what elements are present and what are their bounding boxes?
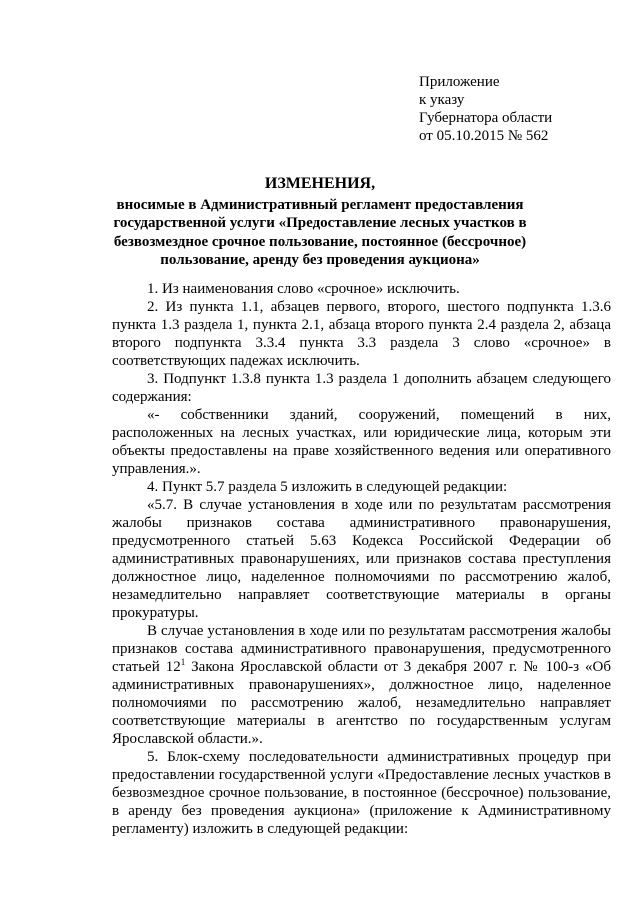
title-line: пользование, аренду без проведения аукциона»	[160, 252, 480, 268]
title-heading: ИЗМЕНЕНИЯ,	[264, 175, 376, 192]
paragraph-quote-owners: «- собственники зданий, сооружений, помещений в них, расположенных на лесных участках, или юридические лица, которым эти объекты предоставлены на праве хозяйственного ведения или оперативного управления.».	[112, 407, 611, 477]
paragraph-quote-5-7: «5.7. В случае установления в ходе или по результатам рассмотрения жалобы признаков состава административного правонарушения, предусмотренного статьей 5.63 Кодекса Российской Федерации об административных правонарушениях, или признаков состава преступления должностное лицо, наделенное полномочиями по рассмотрению жалоб, незамедлительно направляет соответствующие материалы в органы прокуратуры.	[112, 497, 611, 621]
title-line: безвозмездное срочное пользование, постоянное (бессрочное)	[113, 233, 527, 250]
paragraph-item-5: 5. Блок-схему последовательности административных процедур при предоставлении государственной услуги «Предоставление лесных участков в безвозмездное срочное пользование, в постоянное (бессрочное) пользование, в аренду без проведения аукциона» (приложение к Административному регламенту) изложить в следующей редакции:	[112, 749, 611, 837]
paragraph-item-1: 1. Из наименования слово «срочное» исключить.	[147, 281, 460, 297]
title-line: вносимые в Административный регламент предоставления	[116, 196, 524, 213]
paragraph-quote-regional-law	[112, 622, 611, 748]
appendix-line: к указу	[419, 92, 465, 108]
appendix-date-number: от 05.10.2015 № 562	[419, 128, 549, 144]
appendix-line: Приложение	[419, 74, 500, 90]
document-title	[100, 175, 540, 270]
paragraph-item-2: 2. Из пункта 1.1, абзацев первого, второго, шестого подпункта 1.3.6 пункта 1.3 раздела 1, пункта 2.1, абзаца второго пункта 2.4 раздела 2, абзаца второго подпункта 3.3.4 пункта 3.3 раздела 3 слово «срочное» в соответствующих падежах исключить.	[112, 299, 611, 369]
title-line: государственной услуги «Предоставление лесных участков в	[113, 215, 527, 231]
paragraph-item-4: 4. Пункт 5.7 раздела 5 изложить в следующей редакции:	[147, 479, 508, 495]
paragraph-text: Закона Ярославской области от 3 декабря 2007 г. № 100-з «Об административных правонарушениях», должностное лицо, наделенное полномочиями по рассмотрению жалоб, незамедлительно направляет соответствующие материалы в агентство по государственным услугам Ярославской области.».	[112, 659, 612, 747]
appendix-line: Губернатора области	[419, 110, 553, 126]
paragraph-text: В случае установления в ходе или по результатам рассмотрения жалобы признаков состава административного правонарушения, предусмотренного статьей 12	[112, 623, 611, 675]
document-body	[112, 280, 611, 838]
paragraph-item-3: 3. Подпункт 1.3.8 пункта 1.3 раздела 1 дополнить абзацем следующего содержания:	[112, 371, 611, 405]
superscript-number: 1	[180, 657, 186, 667]
appendix-reference	[419, 73, 552, 145]
